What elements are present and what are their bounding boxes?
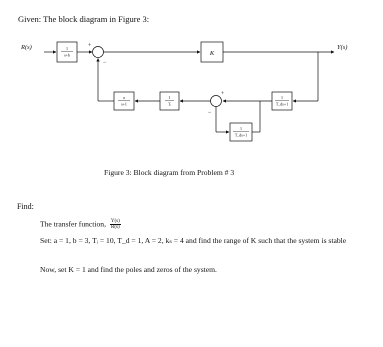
- find-heading: Find:: [17, 202, 34, 211]
- transfer-function-fraction: [110, 219, 121, 230]
- sum1-plus-sign: +: [88, 43, 92, 49]
- block-diagram: [0, 30, 383, 160]
- block-fb-left-den: s+1: [121, 101, 127, 107]
- question-1-text: The transfer function,: [40, 219, 106, 229]
- block-fb-mid-num: 1: [168, 95, 171, 100]
- block-inner-den: T_ds+1: [234, 132, 248, 138]
- input-label: R(s): [21, 44, 32, 51]
- block-1-num: 1: [66, 46, 68, 51]
- given-heading: Given: The block diagram in Figure 3:: [18, 14, 150, 24]
- block-1-den: s+b: [64, 52, 70, 58]
- fraction-denominator: R(s): [111, 225, 120, 230]
- block-fb-right-num: 1: [281, 95, 283, 100]
- block-inner-num: 1: [240, 126, 242, 131]
- fraction-numerator: Y(s): [110, 219, 120, 224]
- sum1-minus-sign: −: [103, 60, 107, 66]
- block-fb-right-den: T_ds+1: [275, 101, 289, 107]
- output-label: Y(s): [337, 44, 348, 51]
- summing-junction-1: [93, 47, 104, 58]
- figure-caption: Figure 3: Block diagram from Problem # 3: [104, 168, 235, 177]
- block-fb-mid-den: Tᵢ: [167, 101, 172, 107]
- block-k-label: K: [209, 50, 215, 57]
- summing-junction-2: [211, 96, 222, 107]
- question-poles-zeros: Now, set K = 1 and find the poles and zeros of the system.: [40, 265, 217, 274]
- question-transfer-function: [40, 219, 121, 230]
- sum2-minus-sign: −: [208, 110, 212, 116]
- question-stability-range: Set: a = 1, b = 3, Tᵢ = 10, T_d = 1, A = 2, kₛ = 4 and find the range of K such that the system is stable: [40, 236, 347, 245]
- block-fb-left-num: a: [123, 95, 125, 100]
- sum2-plus-sign: +: [221, 91, 225, 97]
